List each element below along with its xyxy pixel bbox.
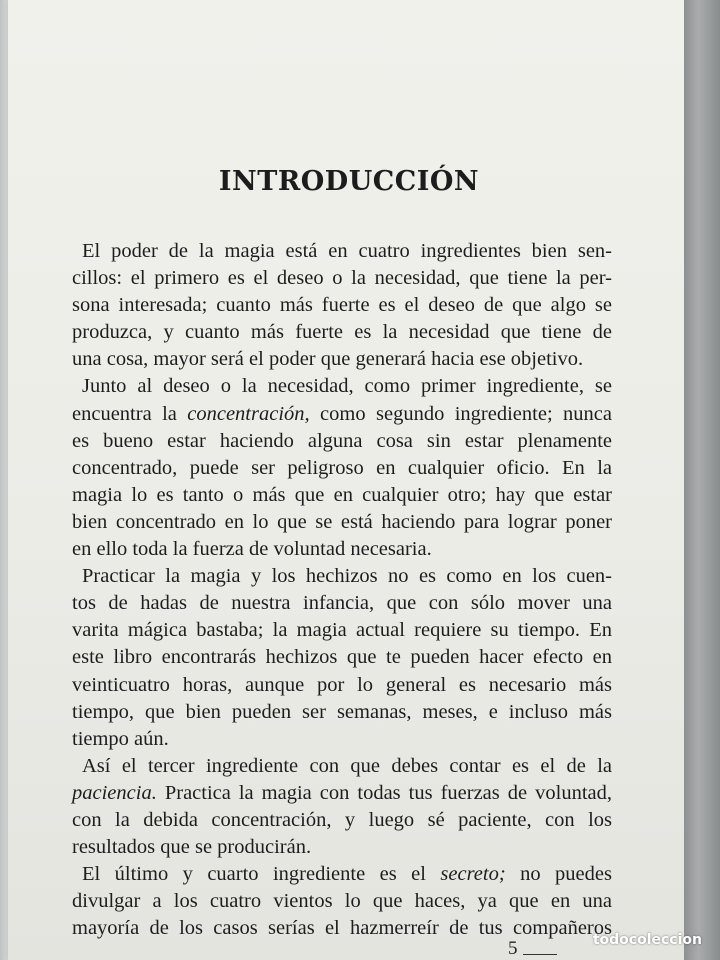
text-line: paciencia. Practica la magia con todas tus fuerzas de voluntad, (72, 781, 612, 804)
text-line: mayoría de los casos serías el hazmerreír de tus compañeros (72, 917, 612, 940)
text-line: bien concentrado en lo que se está haciendo para lograr poner (72, 510, 612, 533)
text-line: cillos: el primero es el deseo o la necesidad, que tiene la per- (72, 267, 612, 290)
text-line: con la debida concentración, y luego sé paciente, con los (72, 808, 612, 831)
text-line: tiempo, que bien pueden ser semanas, meses, e incluso más (72, 700, 612, 723)
text-line: divulgar a los cuatro vientos lo que haces, ya que en una (72, 890, 612, 913)
watermark-logo: todocoleccion (592, 932, 702, 948)
text-line: sona interesada; cuanto más fuerte es el deseo de que algo se (72, 294, 612, 317)
text-line: este libro encontrarás hechizos que te pueden hacer efecto en (72, 646, 612, 669)
text-line: magia lo es tanto o más que en cualquier otro; hay que estar (72, 483, 612, 506)
body-text (72, 238, 612, 942)
text-line: es bueno estar haciendo alguna cosa sin estar plenamente (72, 429, 612, 452)
text-line: varita mágica bastaba; la magia actual requiere su tiempo. En (72, 619, 612, 642)
text-line: Practicar la magia y los hechizos no es como en los cuen- (82, 565, 612, 588)
text-line: tos de hadas de nuestra infancia, que con sólo mover una (72, 592, 612, 615)
page-number: 5 (508, 938, 518, 959)
background-right (684, 0, 720, 960)
text-line: tiempo aún. (72, 727, 169, 750)
text-line: Así el tercer ingrediente con que debes contar es el de la (82, 754, 612, 777)
page-title: INTRODUCCIÓN (218, 166, 480, 197)
text-line: produzca, y cuanto más fuerte es la necesidad que tiene de (72, 321, 612, 344)
text-line: concentrado, puede ser peligroso en cualquier oficio. En la (72, 456, 612, 479)
book-page (8, 0, 690, 960)
text-line: una cosa, mayor será el poder que generará hacia ese objetivo. (72, 348, 584, 371)
text-line: El poder de la magia está en cuatro ingredientes bien sen- (82, 240, 612, 262)
text-line: resultados que se producirán. (72, 836, 312, 859)
text-line: El último y cuarto ingrediente es el secreto; no puedes (82, 863, 612, 886)
text-line: encuentra la concentración, como segundo ingrediente; nunca (72, 402, 612, 425)
text-line: Junto al deseo o la necesidad, como primer ingrediente, se (82, 375, 612, 398)
text-line: en ello toda la fuerza de voluntad necesaria. (72, 538, 432, 561)
page-number-rule (523, 954, 557, 955)
text-line: veinticuatro horas, aunque por lo general es necesario más (72, 673, 612, 696)
